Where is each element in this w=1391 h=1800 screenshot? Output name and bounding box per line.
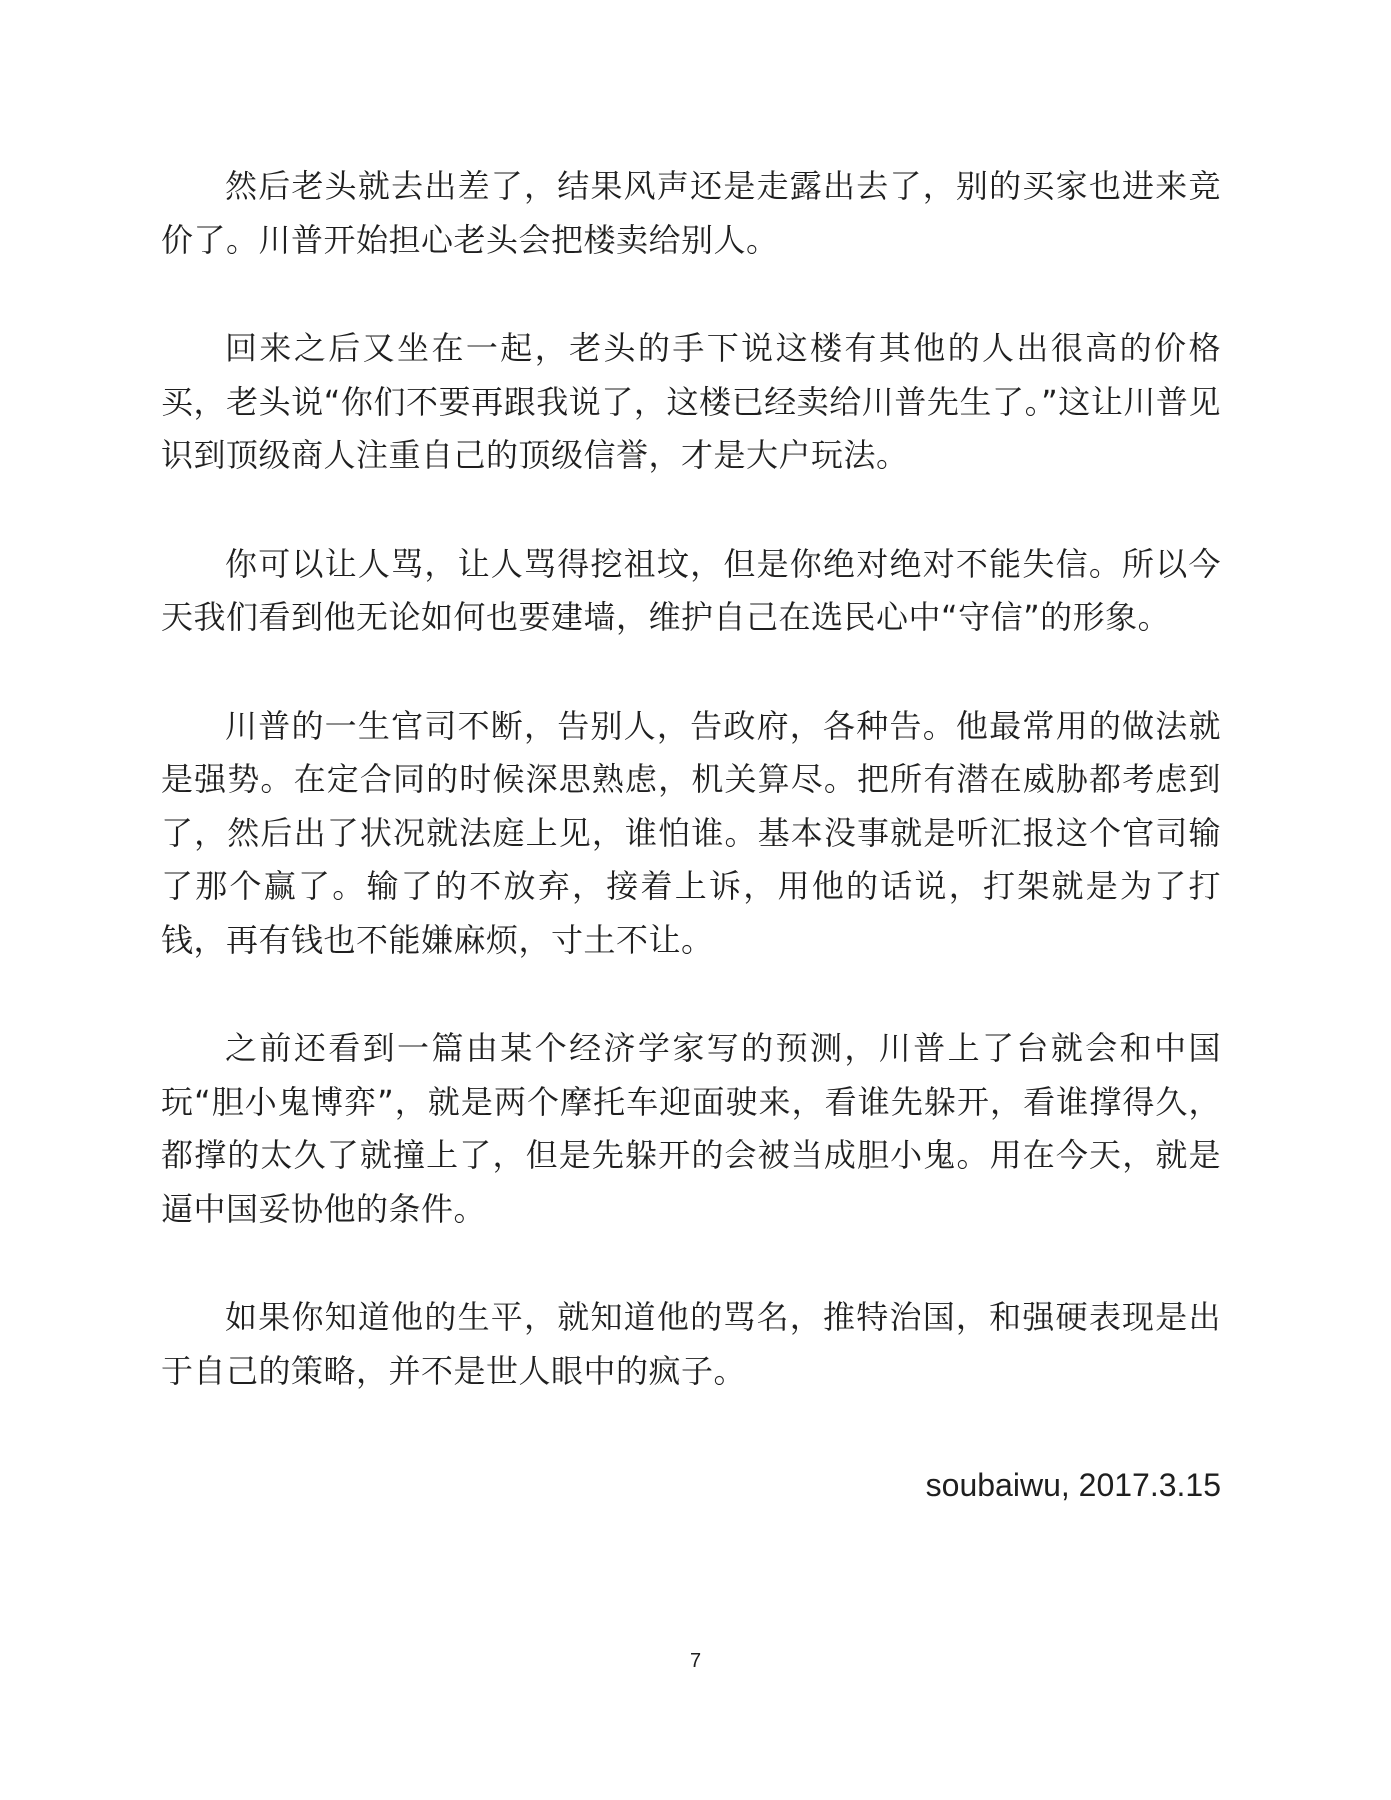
paragraph: 回来之后又坐在一起，老头的手下说这楼有其他的人出很高的价格买，老头说“你们不要再跟我说了，这楼已经卖给川普先生了。”这让川普见识到顶级商人注重自己的顶级信誉，才是大户玩法。: [161, 329, 1221, 474]
paragraph: 如果你知道他的生平，就知道他的骂名，推特治国，和强硬表现是出于自己的策略，并不是世人眼中的疯子。: [161, 1298, 1221, 1390]
paragraph: 然后老头就去出差了，结果风声还是走露出去了，别的买家也进来竞价了。川普开始担心老头会把楼卖给别人。: [161, 167, 1221, 259]
document-body: [161, 160, 1221, 1453]
page-number: 7: [689, 1650, 702, 1672]
paragraph: 之前还看到一篇由某个经济学家写的预测，川普上了台就会和中国玩“胆小鬼博弈”，就是两个摩托车迎面驶来，看谁先躲开，看谁撑得久，都撑的太久了就撞上了，但是先躲开的会被当成胆小鬼。用在今天，就是逼中国妥协他的条件。: [161, 1029, 1221, 1228]
paragraph: 你可以让人骂，让人骂得挖祖坟，但是你绝对绝对不能失信。所以今天我们看到他无论如何也要建墙，维护自己在选民心中“守信”的形象。: [161, 544, 1221, 636]
author-signature: soubaiwu, 2017.3.15: [925, 1467, 1221, 1503]
paragraph: 川普的一生官司不断，告别人，告政府，各种告。他最常用的做法就是强势。在定合同的时候深思熟虑，机关算尽。把所有潜在威胁都考虑到了，然后出了状况就法庭上见，谁怕谁。基本没事就是听汇报这个官司输了那个赢了。输了的不放弃，接着上诉，用他的话说，打架就是为了打钱，再有钱也不能嫌麻烦，寸土不让。: [161, 706, 1221, 959]
